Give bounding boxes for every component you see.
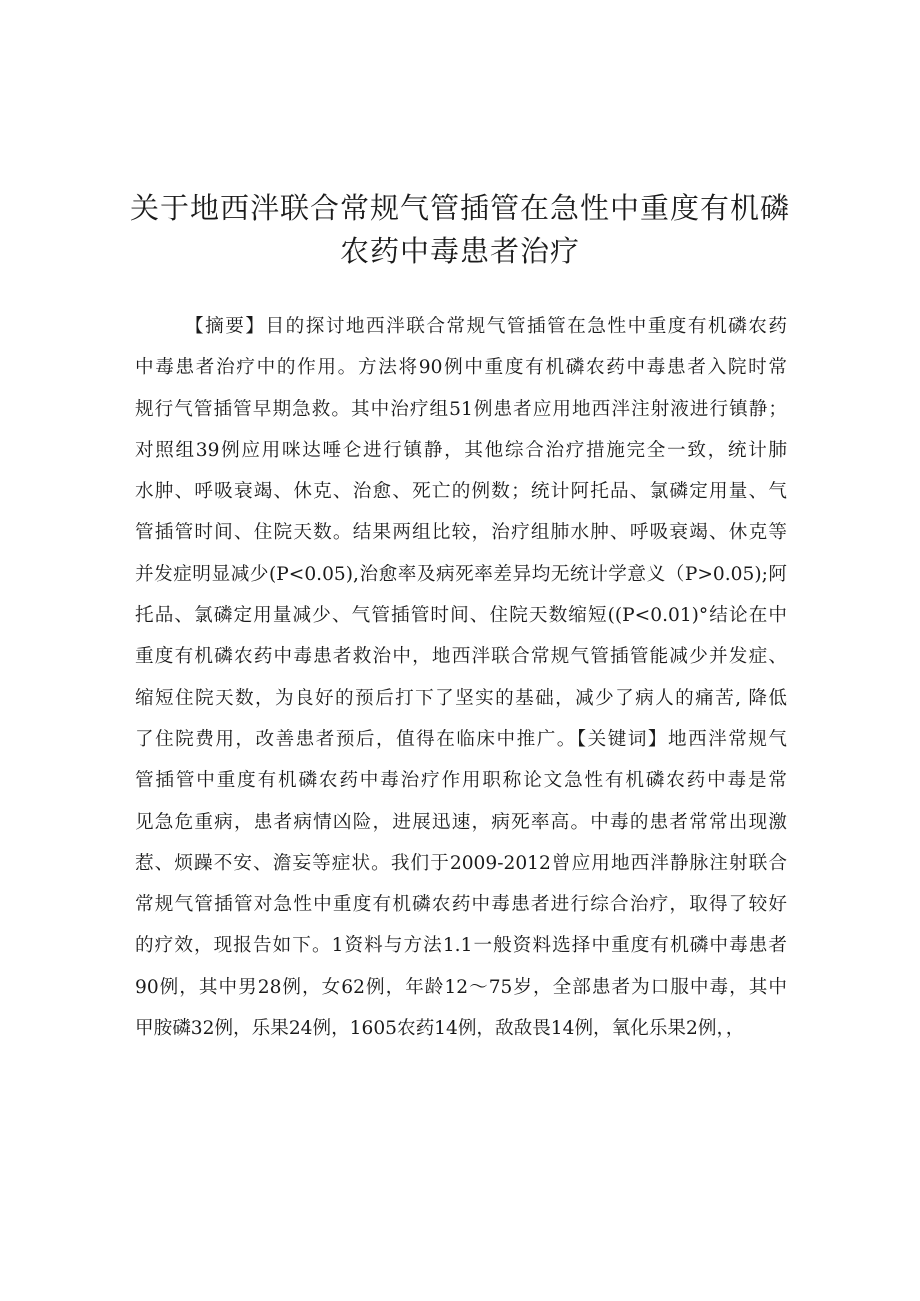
body-line: 惹、烦躁不安、澹妄等症状。我们于2009-2012曾应用地西泮静脉注射联合 — [135, 852, 787, 874]
body-line: 甲胺磷32例，乐果24例，1605农药14例，敌敌畏14例，氧化乐果2例，， — [135, 1018, 745, 1040]
body-line: 中毒患者治疗中的作用。方法将90例中重度有机磷农药中毒患者入院时常 — [135, 357, 787, 379]
body-line: 见急危重病，患者病情凶险，进展迅速，病死率高。中毒的患者常常出现激 — [135, 811, 787, 833]
body-line: 规行气管插管早期急救。其中治疗组51例患者应用地西泮注射液进行镇静； — [135, 398, 787, 420]
body-line: 对照组39例应用咪达唾仑进行镇静，其他综合治疗措施完全一致，统计肺 — [135, 439, 787, 461]
body-line: 90例，其中男28例，女62例，年龄12～75岁，全部患者为口服中毒，其中 — [135, 976, 787, 998]
body-line: 管插管时间、住院天数。结果两组比较，治疗组肺水肿、呼吸衰竭、休克等 — [135, 522, 787, 544]
body-line: 管插管中重度有机磷农药中毒治疗作用职称论文急性有机磷农药中毒是常 — [135, 770, 787, 792]
document-title-line-2: 农药中毒患者治疗 — [339, 234, 580, 268]
body-line: 【摘要】目的探讨地西泮联合常规气管插管在急性中重度有机磷农药 — [185, 316, 787, 337]
document-title-line-1: 关于地西泮联合常规气管插管在急性中重度有机磷 — [129, 191, 790, 225]
body-line: 重度有机磷农药中毒患者救治中，地西泮联合常规气管插管能减少并发症、 — [135, 646, 787, 668]
body-line: 了住院费用，改善患者预后，值得在临床中推广。【关键词】地西泮常规气 — [135, 728, 787, 750]
document-body — [135, 306, 787, 1049]
body-line: 缩短住院天数，为良好的预后打下了坚实的基础，减少了病人的痛苦, 降低 — [135, 687, 787, 709]
body-line: 的疗效，现报告如下。1资料与方法1.1一般资料选择中重度有机磷中毒患者 — [135, 935, 787, 957]
body-line: 水肿、呼吸衰竭、休克、治愈、死亡的例数；统计阿托品、氯磷定用量、气 — [135, 481, 787, 503]
body-line: 托品、氯磷定用量减少、气管插管时间、住院天数缩短((P<0.01)°结论在中 — [135, 605, 787, 627]
body-line: 常规气管插管对急性中重度有机磷农药中毒患者进行综合治疗，取得了较好 — [135, 894, 787, 916]
body-line: 并发症明显减少(P<0.05),治愈率及病死率差异均无统计学意义（P>0.05);阿 — [135, 563, 787, 585]
